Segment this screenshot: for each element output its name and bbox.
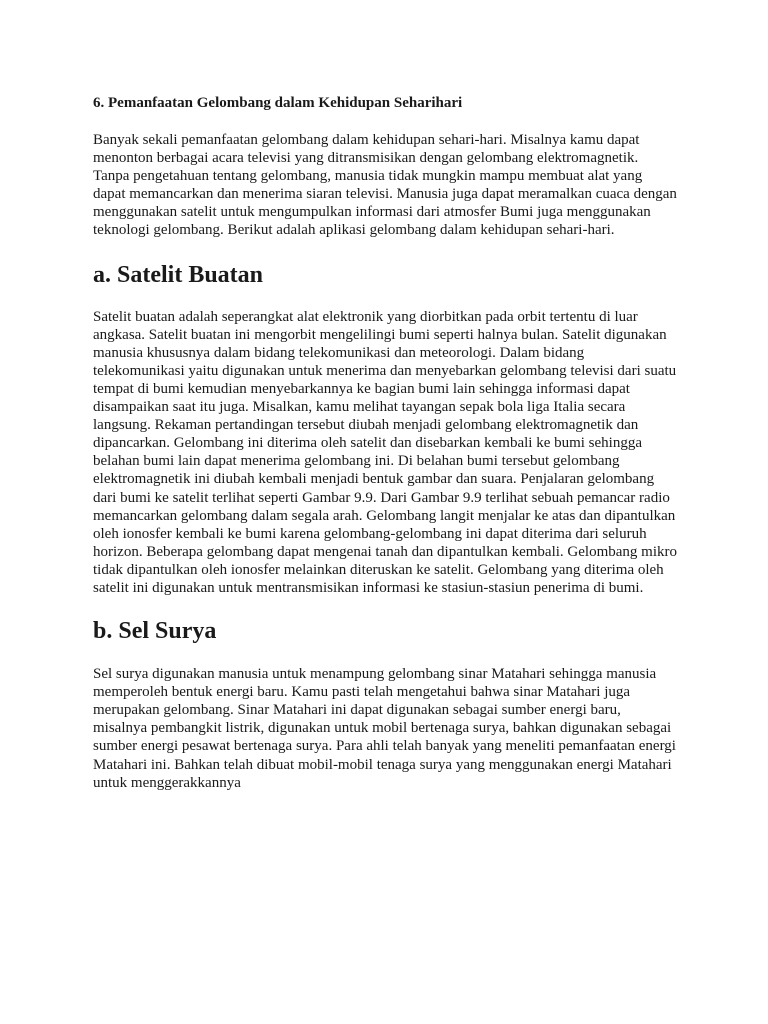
intro-paragraph: Banyak sekali pemanfaatan gelombang dalam kehidupan sehari-hari. Misalnya kamu dapat menonton berbagai acara televisi yang ditransmisikan dengan gelombang elektromagnetik. Tanpa pengetahuan tentang gelombang, manusia tidak mungkin mampu membuat alat yang dapat memancarkan dan menerima siaran televisi. Manusia juga dapat meramalkan cuaca dengan menggunakan satelit untuk mengumpulkan informasi dari atmosfer Bumi juga menggunakan teknologi gelombang. Berikut adalah aplikasi gelombang dalam kehidupan sehari-hari. — [93, 132, 677, 239]
sel-surya-paragraph: Sel surya digunakan manusia untuk menampung gelombang sinar Matahari sehingga manusia memperoleh bentuk energi baru. Kamu pasti telah mengetahui bahwa sinar Matahari juga merupakan gelombang. Sinar Matahari ini dapat digunakan sebagai sumber energi baru, misalnya pembangkit listrik, digunakan untuk mobil bertenaga surya, bahkan digunakan sebagai sumber energi pesawat bertenaga surya. Para ahli telah banyak yang meneliti pemanfaatan energi Matahari ini. Bahkan telah dibuat mobil-mobil tenaga surya yang menggunakan energi Matahari untuk menggerakkannya — [93, 666, 676, 791]
section-title: 6. Pemanfaatan Gelombang dalam Kehidupan Seharihari — [93, 95, 463, 111]
sel-surya-heading: b. Sel Surya — [93, 618, 217, 645]
satelit-buatan-paragraph: Satelit buatan adalah seperangkat alat elektronik yang diorbitkan pada orbit tertentu di luar angkasa. Satelit buatan ini mengorbit mengelilingi bumi seperti halnya bulan. Satelit digunakan manusia khususnya dalam bidang telekomunikasi dan meteorologi. Dalam bidang telekomunikasi yaitu digunakan untuk menerima dan menyebarkan gelombang televisi dari suatu tempat di bumi kemudian menyebarkannya ke bagian bumi lain sehingga informasi dapat disampaikan saat itu juga. Misalkan, kamu melihat tayangan sepak bola liga Italia secara langsung. Rekaman pertandingan tersebut diubah menjadi gelombang elektromagnetik dan dipancarkan. Gelombang ini diterima oleh satelit dan disebarkan kembali ke bumi sehingga belahan bumi lain dapat menerima gelombang ini. Di belahan bumi tersebut gelombang elektromagnetik ini diubah kembali menjadi bentuk gambar dan suara. Penjalaran gelombang dari bumi ke satelit terlihat seperti Gambar 9.9. Dari Gambar 9.9 terlihat sebuah pemancar radio memancarkan gelombang dalam segala arah. Gelombang langit menjalar ke atas dan dipantulkan oleh ionosfer kembali ke bumi karena gelombang-gelombang ini dapat diterima dari seluruh horizon. Beberapa gelombang dapat mengenai tanah dan dipantulkan kembali. Gelombang mikro tidak dipantulkan oleh ionosfer melainkan diteruskan ke satelit. Gelombang yang diterima oleh satelit ini digunakan untuk mentransmisikan informasi ke stasiun-stasiun penerima di bumi. — [93, 308, 677, 596]
satelit-buatan-heading: a. Satelit Buatan — [93, 261, 264, 288]
